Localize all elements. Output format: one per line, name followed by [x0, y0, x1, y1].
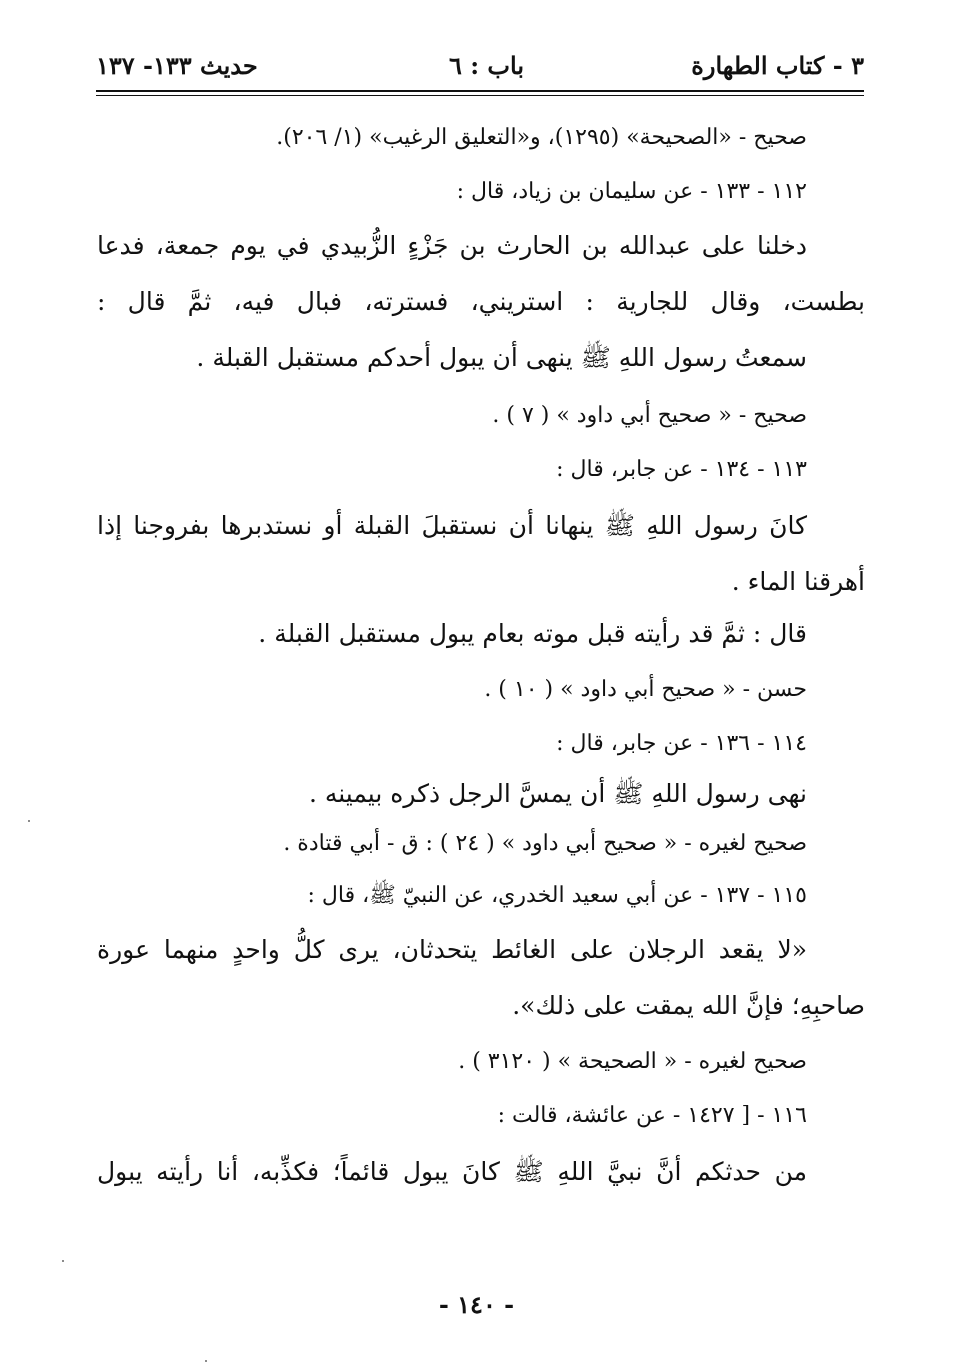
hadith-heading: ١١٢ - ١٣٣ - عن سليمان بن زياد، قال : — [456, 179, 807, 204]
hadith-text-line: كانَ رسول اللهِ ﷺ ينهانا أن نستقبلَ القبلة أو نستدبرها بفروجنا إذا — [97, 511, 807, 540]
hadith-heading: ١١٥ - ١٣٧ - عن أبي سعيد الخدري، عن النبيّ ﷺ، قال : — [307, 883, 807, 908]
grading-line: صحيح لغيره - « صحيح أبي داود » ( ٢٤ ) : ق - أبي قتادة . — [283, 831, 807, 856]
grading-line: صحيح لغيره - « الصحيحة » ( ٣١٢٠ ) . — [458, 1049, 807, 1074]
header-rule-thick — [96, 90, 864, 92]
hadith-text-line: قال : ثمَّ قد رأيته قبل موته بعام يبول مستقبل القبلة . — [258, 619, 807, 648]
scan-speck — [28, 820, 30, 822]
header-section: باب : ٦ — [448, 51, 524, 80]
header-chapter-title: ٣ - كتاب الطهارة — [691, 51, 864, 80]
hadith-text-line: أهرقنا الماء . — [731, 567, 865, 596]
hadith-heading: ١١٣ - ١٣٤ - عن جابر، قال : — [556, 457, 807, 482]
hadith-text-line: صاحبِهِ؛ فإنَّ الله يمقت على ذلك». — [512, 991, 865, 1020]
scan-speck — [62, 1260, 64, 1262]
hadith-text-line: بطست، وقال للجارية : استريني، فسترته، فبال فيه، ثمَّ قال : — [97, 287, 865, 316]
hadith-text-line: «لا يقعد الرجلان على الغائط يتحدثان، يرى كلُّ واحدٍ منهما عورة — [97, 935, 807, 964]
hadith-text-line: نهى رسول اللهِ ﷺ أن يمسَّ الرجل ذكره بيمينه . — [308, 779, 807, 808]
header-rule-thin — [96, 95, 864, 96]
page-number: - ١٤٠ - — [438, 1290, 515, 1319]
hadith-text-line: من حدثكم أنَّ نبيَّ اللهِ ﷺ كانَ يبول قائماً؛ فكذِّبه، أنا رأيته يبول — [97, 1157, 807, 1186]
hadith-heading: ١١٦ - [ ١٤٢٧ - عن عائشة، قالت : — [497, 1103, 807, 1128]
page-header — [96, 44, 864, 88]
grading-line: صحيح - « صحيح أبي داود » ( ٧ ) . — [492, 403, 807, 428]
grading-line: صحيح - «الصحيحة» (١٢٩٥)، و«التعليق الرغيب» (١/ ٢٠٦). — [276, 125, 807, 150]
scan-speck — [205, 1360, 207, 1362]
hadith-text-line: سمعتُ رسول اللهِ ﷺ ينهى أن يبول أحدكم مستقبل القبلة . — [196, 343, 807, 372]
hadith-heading: ١١٤ - ١٣٦ - عن جابر، قال : — [556, 731, 807, 756]
grading-line: حسن - « صحيح أبي داود » ( ١٠ ) . — [484, 677, 807, 702]
header-hadith-range: حديث ١٣٣- ١٣٧ — [96, 51, 258, 80]
hadith-text-line: دخلنا على عبدالله بن الحارث بن جَزْءٍ الزُّبيدي في يوم جمعة، فدعا — [97, 231, 807, 260]
